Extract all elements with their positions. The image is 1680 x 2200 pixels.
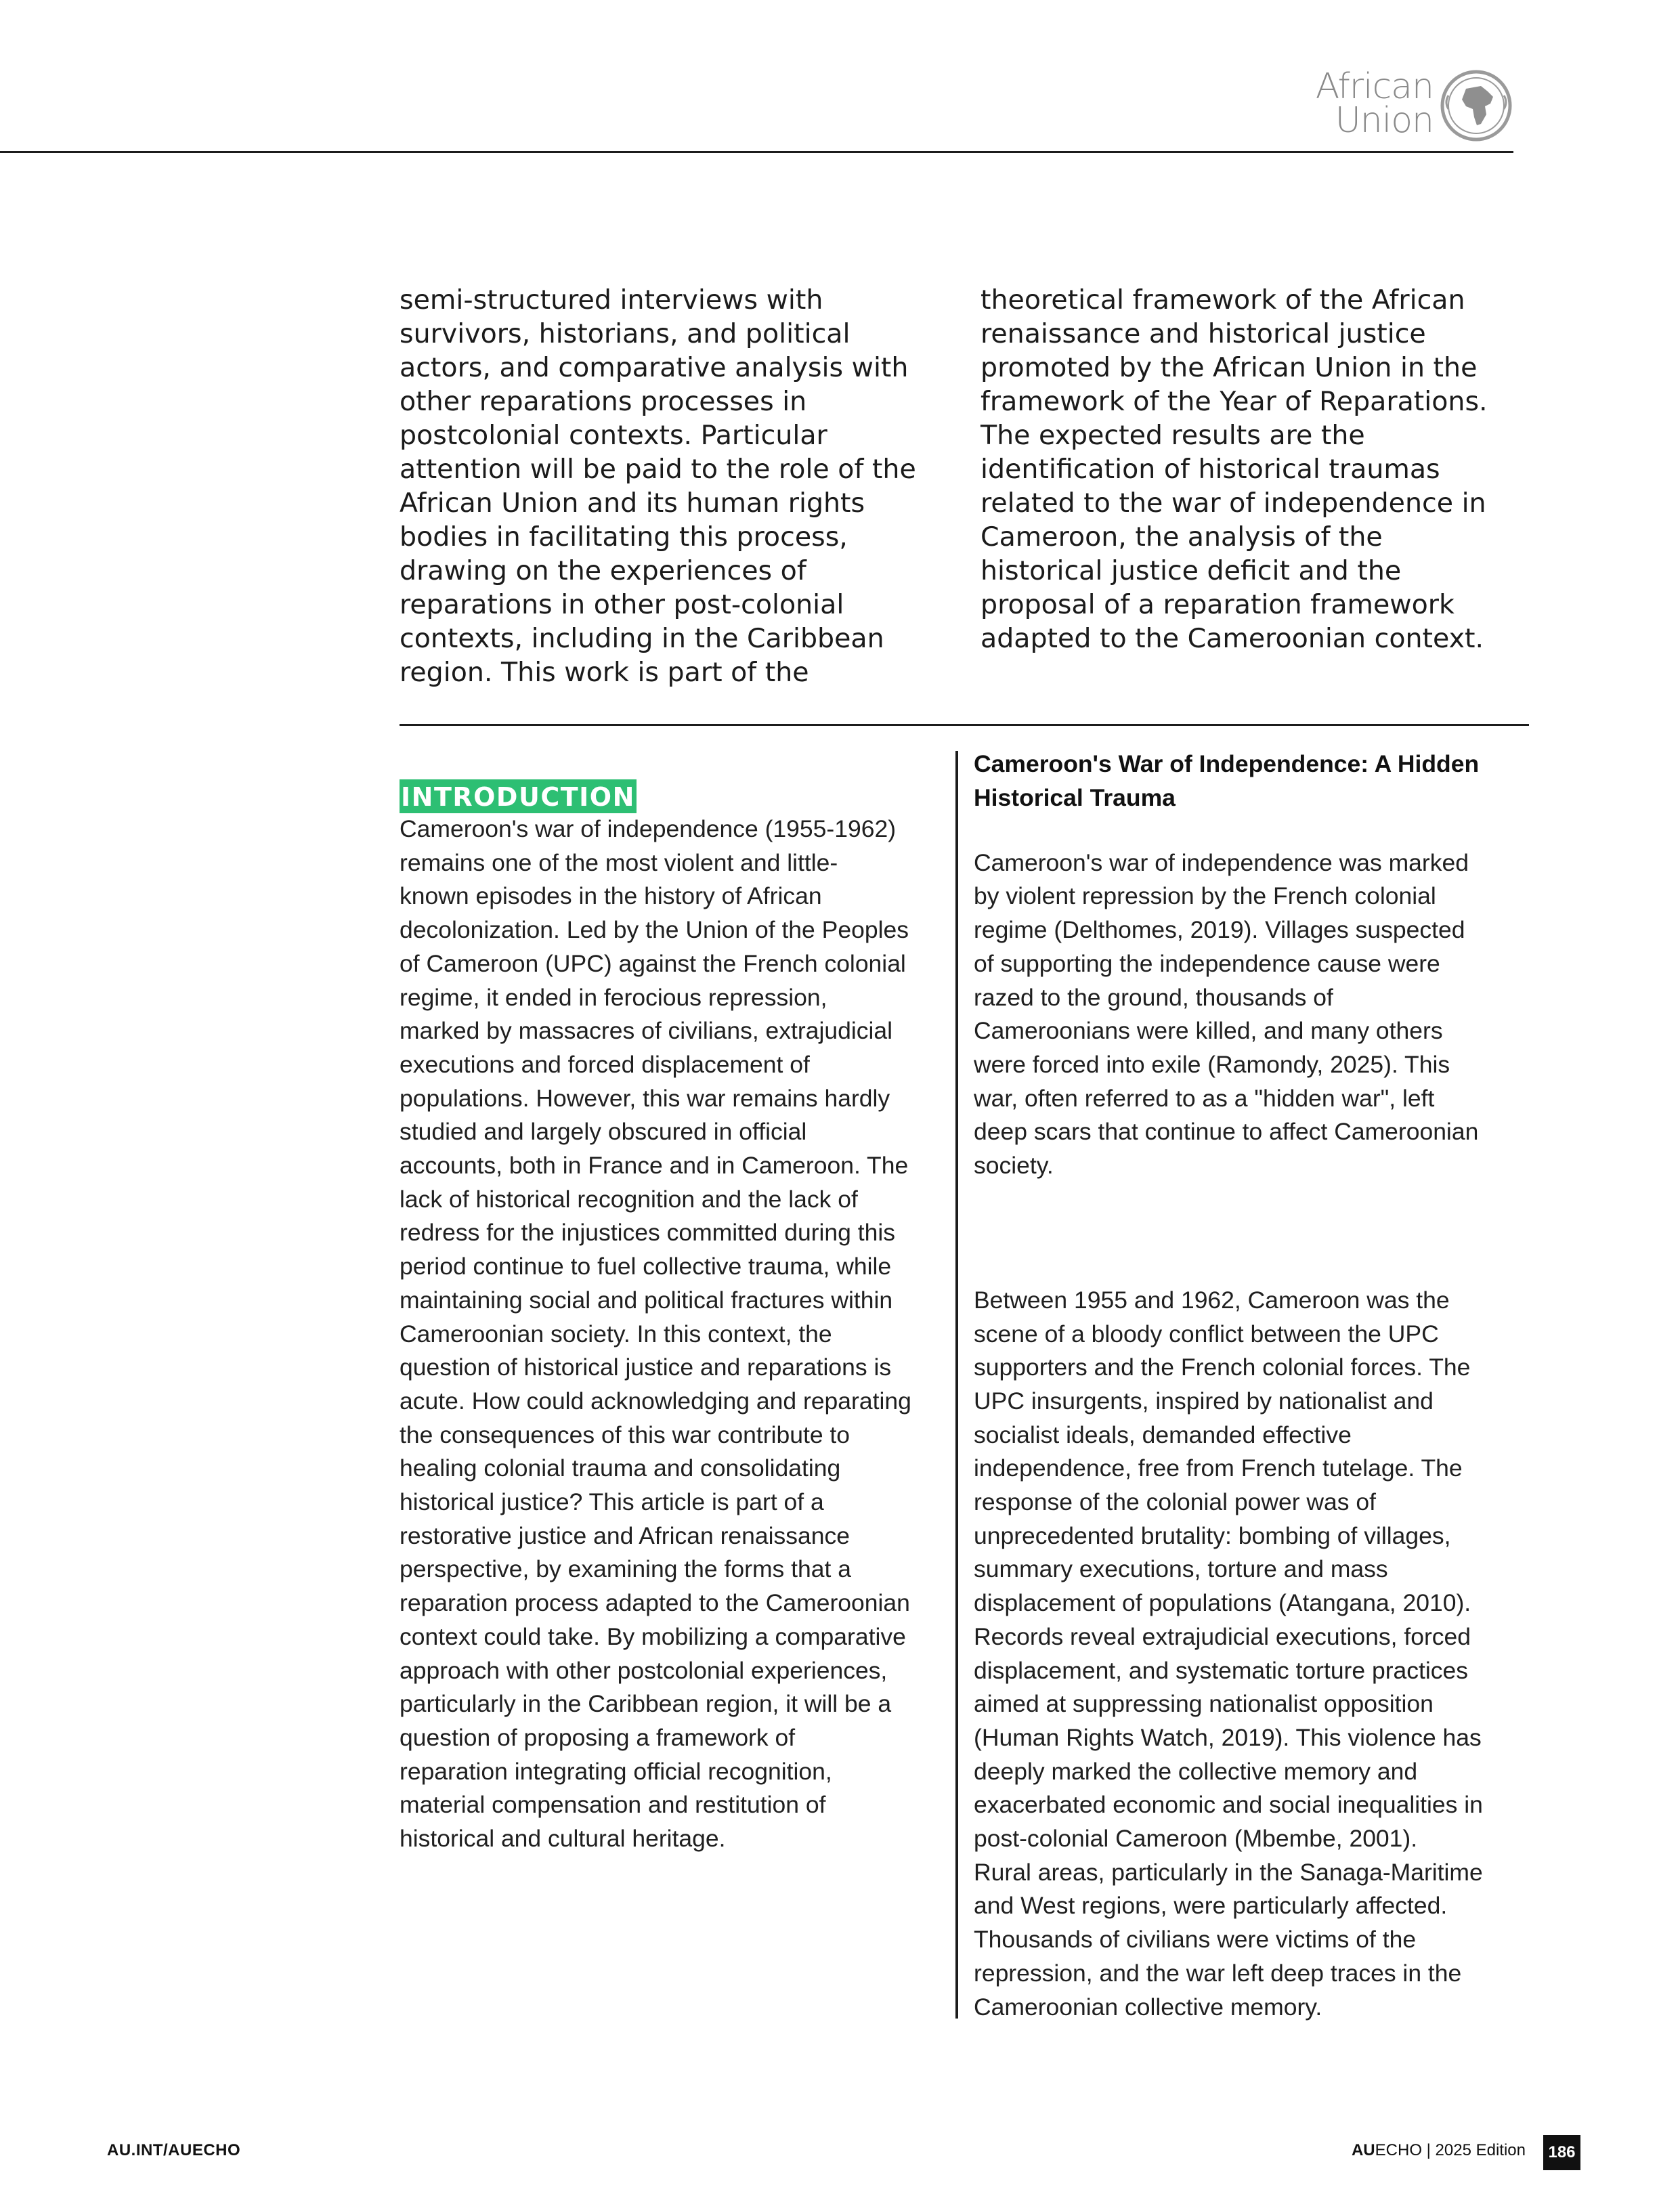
section-divider-rule [400,724,1529,726]
section-paragraph-2: Between 1955 and 1962, Cameroon was the scene of a bloody conflict between the UPC supporters and the French colonial forces. The UPC insurgents, inspired by nationalist and socialist ideals, demanded effective independence, free from French tutelage. The response of the colonial power was of unprecedented brutality: bombing of villages, summary executions, torture and mass displacement of populations (Atangana, 2010). Records reveal extrajudicial executions, forced displacement, and systematic torture practices aimed at suppressing nationalist opposition (Human Rights Watch, 2019). This violence has deeply marked the collective memory and exacerbated economic and social inequalities in post-colonial Cameroon (Mbembe, 2001). Rural areas, particularly in the Sanaga-Maritime and West regions, were particularly affected. Thousands of civilians were victims of the repression, and the war left deep traces in the Cameroonian collective memory. [974,1286,1483,2021]
paragraph-spacer [974,1216,1522,1250]
footer-brand-bold: AU [1351,2141,1375,2159]
footer-brand-rest: ECHO | 2025 Edition [1375,2141,1526,2159]
section-paragraph-1: Cameroon's war of independence was marked by violent repression by the French colonial regime (Delthomes, 2019). Villages suspected of supporting the independence cause were razed to the ground, thousands of Cameroonians were killed, and many others were forced into exile (Ramondy, 2025). This war, often referred to as a "hidden war", left deep scars that continue to affect Cameroonian society. [974,848,1479,1180]
footer-site-link[interactable]: AU.INT/AUECHO [107,2141,241,2159]
column-divider [955,751,958,2019]
page-number: 186 [1543,2135,1580,2170]
footer-edition [1352,2141,1526,2160]
introduction-body: Cameroon's war of independence (1955-1962) remains one of the most violent and little- known episodes in the history of African decolonization. Led by the Union of the Peoples of Cameroon (UPC) against the French colonial regime, it ended in ferocious repression, marked by massacres of civilians, extrajudicial executions and forced displacement of populations. However, this war remains hardly studied and largely obscured in official accounts, both in France and in Cameroon. The lack of historical recognition and the lack of redress for the injustices committed during this period continue to fuel collective trauma, while maintaining social and political fractures within Cameroonian society. In this context, the question of historical justice and reparations is acute. How could acknowledging and reparating the consequences of this war contribute to healing colonial trauma and consolidating historical justice? This article is part of a restorative justice and African renaissance perspective, by examining the forms that a reparation process adapted to the Cameroonian context could take. By mobilizing a comparative approach with other postcolonial experiences, particularly in the Caribbean region, it will be a question of proposing a framework of reparation integrating official recognition, material compensation and restitution of historical and cultural heritage. [400,815,911,1853]
abstract-left-column: semi-structured interviews with survivors, historians, and political actors, and comparative analysis with other reparations processes in postcolonial contexts. Particular attention will be paid to the role of the African Union and its human rights bodies in facilitating this process, drawing on the experiences of reparations in other post-colonial contexts, including in the Caribbean region. This work is part of the [400,284,916,688]
logo-wordmark [1315,66,1434,141]
abstract-right-column: theoretical framework of the African renaissance and historical justice promoted by the African Union in the framework of the Year of Reparations. The expected results are the identification of historical traumas related to the war of independence in Cameroon, the analysis of the historical justice deficit and the proposal of a reparation framework adapted to the Cameroonian context. [981,284,1488,654]
section-body [974,813,1522,2058]
section-heading: Cameroon's War of Independence: A Hidden Historical Trauma [974,750,1480,811]
header-rule [0,151,1513,153]
au-emblem-icon [1439,68,1513,143]
african-union-logo [1307,64,1513,149]
logo-line-2: Union [1335,100,1434,141]
logo-line-1: African [1315,66,1434,107]
introduction-heading: INTRODUCTION [400,779,637,813]
